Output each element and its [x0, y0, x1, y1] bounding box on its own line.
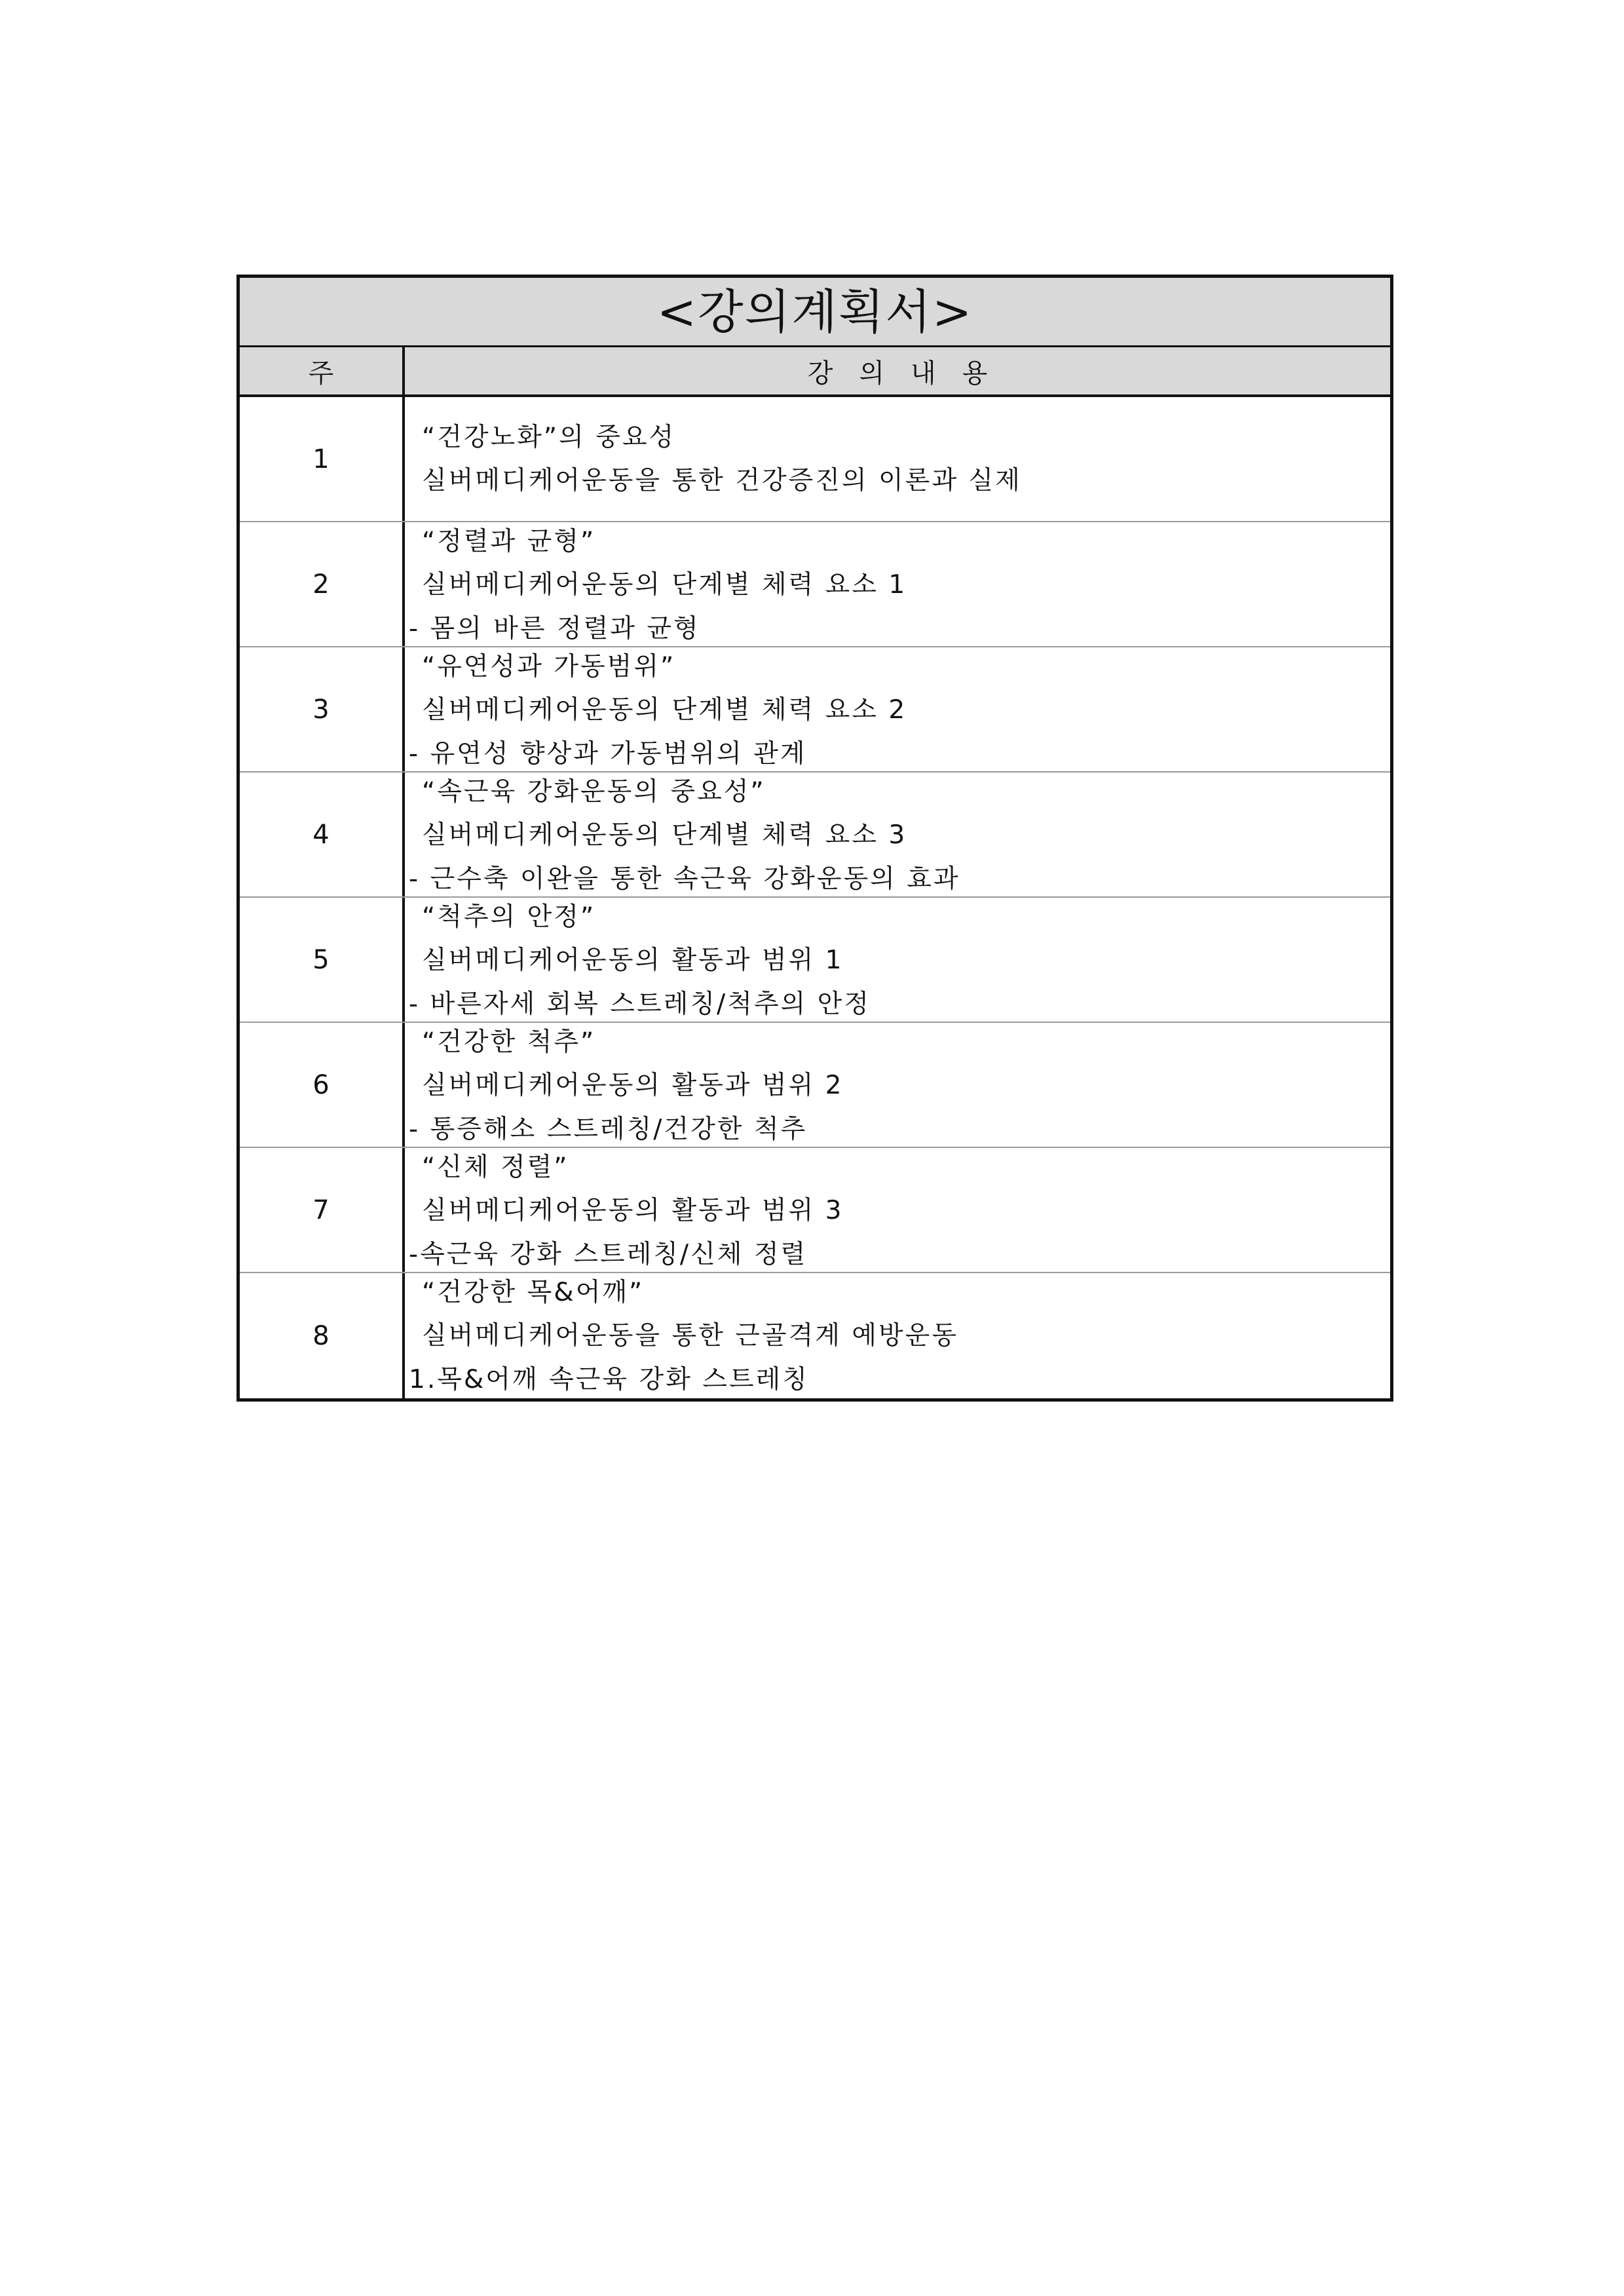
topic-line: “건강한 척추”	[422, 1027, 596, 1057]
table-row	[240, 647, 1390, 773]
content-cell	[405, 898, 1390, 1022]
header-content-cell	[405, 347, 1390, 394]
week-number: 1	[312, 444, 330, 474]
week-cell	[240, 647, 405, 771]
week-number: 3	[312, 694, 330, 725]
topic-line: “정렬과 균형”	[422, 527, 596, 556]
topic-line: “건강노화”의 중요성	[422, 423, 676, 452]
content-cell	[405, 522, 1390, 646]
week-cell	[240, 898, 405, 1022]
table-row	[240, 522, 1390, 647]
week-number: 4	[312, 819, 330, 850]
description-line: 실버메디케어운동의 단계별 체력 요소 1	[422, 570, 907, 600]
detail-line: 1.목&어깨 속근육 강화 스트레칭	[409, 1365, 809, 1394]
description-line: 실버메디케어운동의 활동과 범위 2	[422, 1071, 844, 1100]
table-row	[240, 1148, 1390, 1273]
table-row	[240, 397, 1390, 522]
table-title-row	[240, 278, 1390, 347]
week-number: 2	[312, 569, 330, 600]
description-line: 실버메디케어운동의 단계별 체력 요소 2	[422, 695, 907, 725]
description-line: 실버메디케어운동을 통한 근골격계 예방운동	[422, 1321, 958, 1350]
content-cell	[405, 1273, 1390, 1398]
content-cell	[405, 1023, 1390, 1147]
detail-line: -속근육 강화 스트레칭/신체 정렬	[409, 1240, 808, 1269]
table-row	[240, 1273, 1390, 1398]
week-number: 5	[312, 944, 330, 975]
week-number: 8	[312, 1320, 330, 1351]
description-line: 실버메디케어운동을 통한 건강증진의 이론과 실제	[422, 466, 1022, 495]
description-line: 실버메디케어운동의 활동과 범위 3	[422, 1196, 844, 1225]
week-number: 7	[312, 1195, 330, 1225]
detail-line: - 바른자세 회복 스트레칭/척추의 안정	[409, 989, 871, 1019]
week-cell	[240, 1273, 405, 1398]
topic-line: “건강한 목&어깨”	[422, 1278, 645, 1307]
table-row	[240, 1023, 1390, 1148]
table-row	[240, 773, 1390, 898]
table-header-row	[240, 347, 1390, 397]
content-cell	[405, 647, 1390, 771]
header-week-cell	[240, 347, 405, 394]
topic-line: “신체 정렬”	[422, 1153, 569, 1182]
topic-line: “유연성과 가동범위”	[422, 652, 676, 681]
content-cell	[405, 773, 1390, 896]
content-cell	[405, 1148, 1390, 1272]
detail-line: - 근수축 이완을 통한 속근육 강화운동의 효과	[409, 864, 960, 894]
week-cell	[240, 1023, 405, 1147]
detail-line: - 유연성 향상과 가동범위의 관계	[409, 739, 807, 769]
description-line: 실버메디케어운동의 단계별 체력 요소 3	[422, 820, 907, 850]
content-cell	[405, 397, 1390, 521]
header-content-label: 강의내용	[807, 358, 1014, 389]
week-cell	[240, 1148, 405, 1272]
week-cell	[240, 773, 405, 896]
week-cell	[240, 522, 405, 646]
header-week-label: 주	[308, 358, 334, 389]
lecture-plan-table	[236, 275, 1393, 1402]
document-title: <강의계획서>	[656, 284, 973, 339]
topic-line: “속근육 강화운동의 중요성”	[422, 777, 766, 807]
topic-line: “척추의 안정”	[422, 902, 596, 932]
table-row	[240, 898, 1390, 1023]
description-line: 실버메디케어운동의 활동과 범위 1	[422, 946, 844, 975]
detail-line: - 통증해소 스트레칭/건강한 척추	[409, 1115, 808, 1144]
week-cell	[240, 397, 405, 521]
detail-line: - 몸의 바른 정렬과 균형	[409, 614, 700, 643]
week-number: 6	[312, 1069, 330, 1100]
